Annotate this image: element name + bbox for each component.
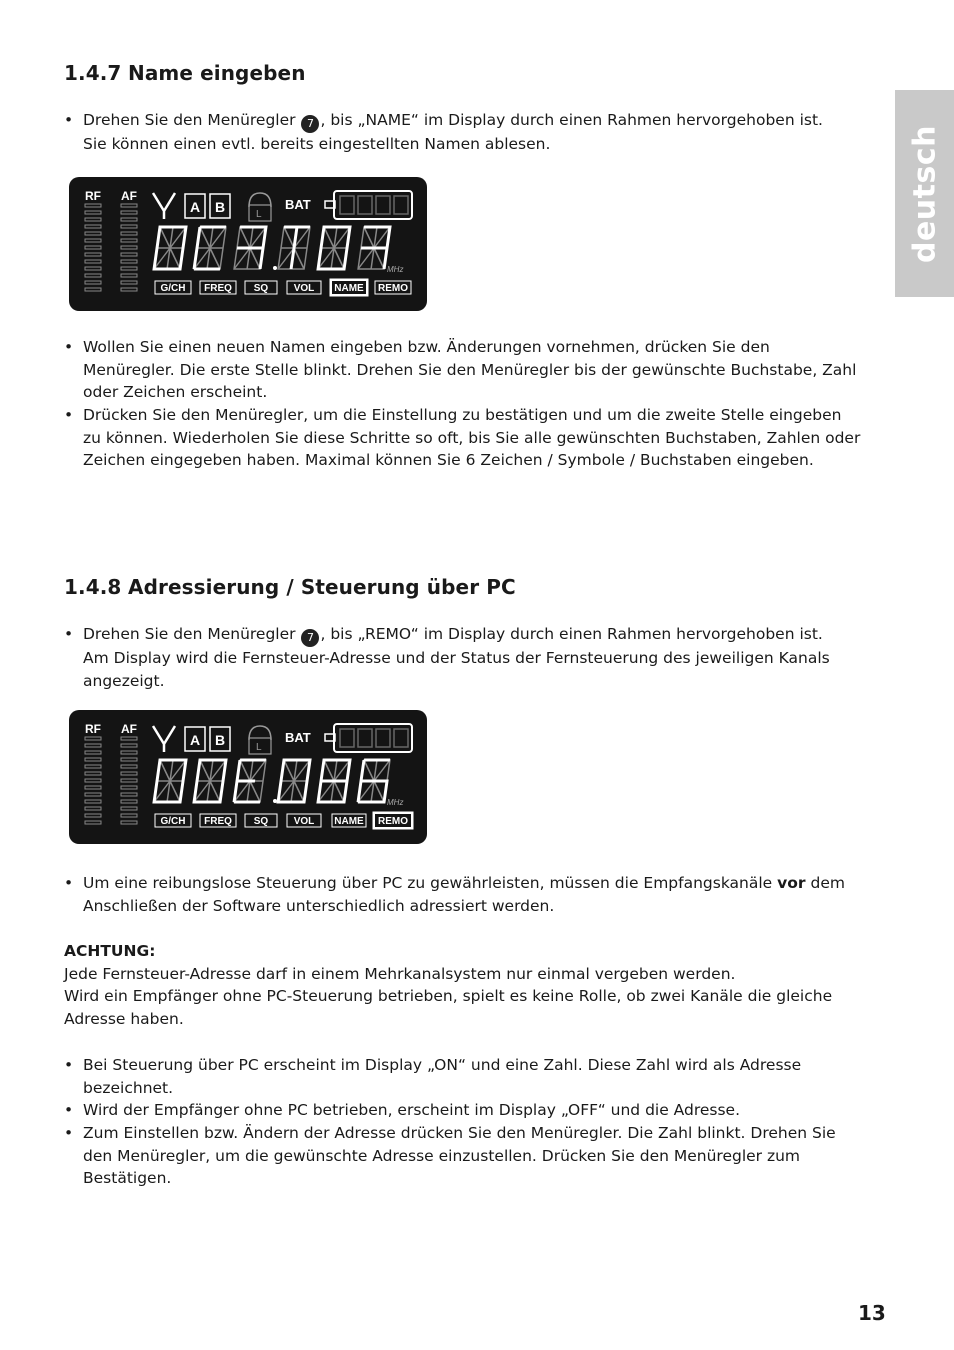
bullet-text: , bis „NAME“ im Display durch einen Rahmen hervorgehoben ist. [320,111,823,129]
language-tab [895,90,954,297]
lcd-display-graphic [69,177,427,311]
warning-block [64,940,864,1030]
lcd-btn-remo: REMO [378,283,408,294]
lcd-b: B [215,732,226,748]
list-item [64,1054,864,1099]
bullet-dot: • [64,874,74,892]
lcd-btn-sq: SQ [253,816,269,827]
bullet-dot: • [64,1101,74,1119]
bullet-text: Wollen Sie einen neuen Namen eingeben bzw. Änderungen vornehmen, drücken Sie den Menüregler. Die erste Stelle blinkt. Drehen Sie den Menüregler bis der gewünschte Buchstabe, Zahl oder Zeichen erscheint. [83,338,857,401]
section-heading-remo [64,575,516,599]
section-number: 1.4.8 [64,575,122,599]
bullet-dot: • [64,625,74,643]
list-item [64,623,864,692]
warning-text: Jede Fernsteuer-Adresse darf in einem Mehrkanalsystem nur einmal vergeben werden. [64,964,736,983]
knob-7-icon: 7 [301,115,319,133]
lcd-btn-freq: FREQ [204,816,232,827]
lcd-display-remo [69,710,427,844]
bullet-bold-text: vor [777,874,806,892]
af-label: AF [121,722,137,736]
knob-7-icon: 7 [301,629,319,647]
page-number: 13 [858,1301,886,1325]
list-item [64,109,864,156]
list-item [64,336,864,404]
language-tab-label: deutsch [907,124,942,263]
bullet-dot: • [64,406,74,424]
bullet-text: Wird der Empfänger ohne PC betrieben, erscheint im Display „OFF“ und die Adresse. [83,1101,741,1119]
bullet-text: , bis „REMO“ im Display durch einen Rahmen hervorgehoben ist. [320,625,823,643]
section-heading-name [64,61,306,85]
lcd-btn-freq: FREQ [204,283,232,294]
lcd-a: A [190,732,201,748]
bullet-dot: • [64,338,74,356]
lcd-a: A [190,199,201,215]
bullet-text: Zum Einstellen bzw. Ändern der Adresse drücken Sie den Menüregler. Die Zahl blinkt. Drehen Sie den Menüregler, um die gewünschte Adresse einzustellen. Drücken Sie den Menüregler zum Bestätigen. [83,1124,836,1187]
warning-text: Wird ein Empfänger ohne PC-Steuerung betrieben, spielt es keine Rolle, ob zwei Kanäle die gleiche Adresse haben. [64,987,833,1028]
lcd-btn-vol: VOL [293,816,315,827]
list-item [64,1122,864,1190]
rf-label: RF [85,722,101,736]
warning-title: ACHTUNG: [64,942,156,960]
list-item [64,1099,864,1122]
bat-label: BAT [285,730,311,745]
lcd-display-name [69,177,427,311]
lcd-btn-sq: SQ [253,283,269,294]
lcd-btn-gch: G/CH [160,816,186,827]
bullet-text: dem Anschließen der Software unterschiedlich adressiert werden. [83,874,845,915]
list-item [64,872,864,917]
section-title: Adressierung / Steuerung über PC [128,575,516,599]
lcd-btn-remo: REMO [378,816,408,827]
lcd-btn-name: NAME [334,816,364,827]
bat-label: BAT [285,197,311,212]
bullet-dot: • [64,1056,74,1074]
mhz-label: MHz [387,798,404,807]
lcd-btn-gch: G/CH [160,283,186,294]
bullet-dot: • [64,1124,74,1142]
lock-letter: L [256,742,262,753]
lcd-display-graphic [69,710,427,844]
mhz-label: MHz [387,265,404,274]
lcd-btn-vol: VOL [293,283,315,294]
bullet-text: Um eine reibungslose Steuerung über PC zu gewährleisten, müssen die Empfangskanäle [83,874,773,892]
bullet-text: Bei Steuerung über PC erscheint im Display „ON“ und eine Zahl. Diese Zahl wird als Adresse bezeichnet. [83,1056,802,1097]
bullet-text: Sie können einen evtl. bereits eingestellten Namen ablesen. [83,135,551,153]
bullet-text: Am Display wird die Fernsteuer-Adresse und der Status der Fernsteuerung des jeweiligen Kanals angezeigt. [83,649,830,690]
section-title: Name eingeben [128,61,306,85]
lcd-b: B [215,199,226,215]
bullet-dot: • [64,111,74,129]
lcd-btn-name: NAME [334,283,364,294]
af-label: AF [121,189,137,203]
lock-letter: L [256,209,262,220]
list-item [64,404,864,472]
bullet-text: Drücken Sie den Menüregler, um die Einstellung zu bestätigen und um die zweite Stelle eingeben zu können. Wiederholen Sie diese Schritte so oft, bis Sie alle gewünschten Buchstaben, Zahlen oder Zeichen eingegeben haben. Maximal können Sie 6 Zeichen / Symbole / Buchstaben eingeben. [83,406,861,469]
bullet-text: Drehen Sie den Menüregler [83,111,296,129]
section-number: 1.4.7 [64,61,122,85]
bullet-text: Drehen Sie den Menüregler [83,625,296,643]
rf-label: RF [85,189,101,203]
